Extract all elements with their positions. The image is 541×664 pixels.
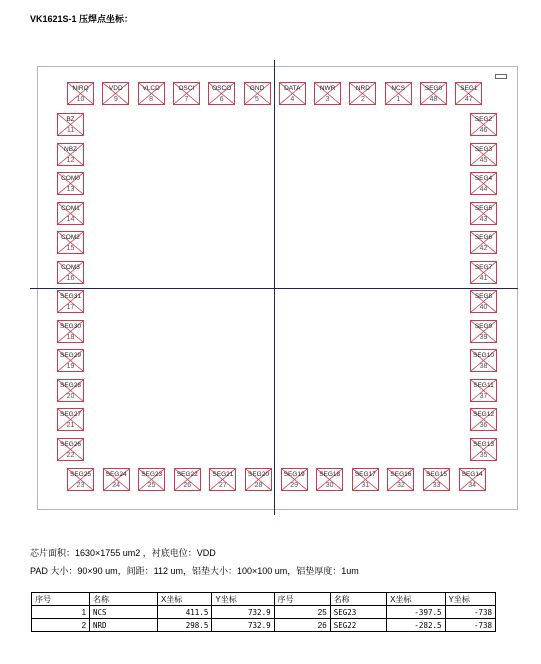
pad-name: SEG8	[474, 293, 493, 300]
pad	[459, 468, 486, 491]
pad-number: 6	[219, 96, 224, 103]
pad-name: SEG18	[319, 471, 341, 478]
pad-name: VDD	[108, 85, 123, 92]
pad-number: 22	[66, 451, 75, 459]
pad-name: SEG19	[283, 471, 305, 478]
pad-name: SEG27	[60, 411, 81, 418]
pad-name: SEG4	[474, 175, 493, 182]
pad-name: SEG6	[474, 234, 493, 241]
pad-name: SEG11	[473, 381, 494, 389]
pad-name: SEG1	[460, 85, 478, 92]
cell-name: SEG22	[330, 619, 386, 632]
pad-number: 14	[66, 215, 75, 223]
cell-name: NCS	[90, 606, 158, 619]
pad-number: 15	[66, 245, 75, 252]
pad-number: 31	[361, 482, 370, 489]
pad	[470, 438, 497, 461]
pad	[57, 438, 84, 461]
pad	[314, 82, 341, 105]
pad-number: 40	[479, 304, 488, 311]
chip-area-info: 芯片面积：1630×1755 um2 ，衬底电位：VDD	[30, 548, 216, 558]
pad	[174, 468, 201, 491]
pad-number: 25	[147, 482, 156, 489]
pad	[57, 379, 84, 402]
pad-name: SEG3	[474, 145, 493, 153]
pad-name: SEG17	[354, 471, 376, 478]
pad-name: SEG31	[60, 293, 81, 300]
pad-number: 18	[66, 333, 75, 341]
pad	[57, 172, 84, 195]
pad	[57, 320, 84, 343]
pad-name: NIRQ	[72, 85, 89, 92]
table-row	[32, 606, 496, 619]
pad-name: SEG28	[60, 381, 81, 389]
pad-number: 20	[66, 392, 75, 400]
pad	[57, 231, 84, 254]
pad	[103, 468, 130, 491]
pad	[470, 261, 497, 284]
pad	[57, 202, 84, 225]
pad-number: 2	[360, 96, 365, 103]
pad	[470, 349, 497, 372]
pad	[57, 349, 84, 372]
pad-number: 26	[183, 482, 192, 489]
pad-number: 12	[66, 156, 75, 164]
pad-number: 39	[479, 333, 488, 341]
header-index: 序号	[32, 593, 90, 606]
pad	[244, 82, 271, 105]
pad-number: 1	[396, 96, 401, 103]
pad-size-info: PAD 大小：90×90 um，间距：112 um，铝垫大小：100×100 um，铝垫厚度：1um	[30, 566, 359, 576]
pad-name: SEG12	[473, 411, 494, 418]
pad-number: 5	[255, 96, 259, 103]
pad	[279, 82, 306, 105]
header-name: 名称	[330, 593, 386, 606]
pad	[57, 261, 84, 284]
pad-name: COM3	[61, 263, 80, 271]
pad-name: SEG22	[176, 471, 198, 478]
header-y: Y坐标	[445, 593, 495, 606]
pad	[102, 82, 129, 105]
pad-number: 35	[479, 451, 488, 459]
pad-number: 29	[290, 482, 298, 489]
pad	[57, 408, 84, 431]
pad-name: SEG26	[60, 440, 81, 448]
pad	[138, 82, 165, 105]
pad-name: COM1	[61, 204, 80, 212]
pad-number: 23	[76, 482, 85, 489]
pad-number: 24	[112, 482, 120, 489]
pad	[67, 82, 94, 105]
pad-number: 33	[432, 482, 441, 489]
pad-name: SEG2	[474, 116, 493, 123]
pad-number: 19	[66, 363, 75, 370]
pad	[349, 82, 376, 105]
cell-name: SEG23	[330, 606, 386, 619]
pad-number: 8	[149, 96, 154, 103]
pad	[423, 468, 450, 491]
pad-name: SEG0	[424, 85, 443, 92]
table-header-row	[32, 593, 496, 606]
vertical-axis-line	[274, 60, 275, 515]
pad-name: SEG23	[141, 471, 163, 478]
pad	[57, 143, 84, 166]
pad-name: SEG15	[426, 471, 447, 478]
pad	[173, 82, 200, 105]
cell-index: 25	[274, 606, 330, 619]
pad	[316, 468, 343, 491]
pad	[470, 202, 497, 225]
pad-name: OSCI	[178, 85, 195, 92]
pad-name: SEG5	[474, 204, 493, 212]
pad-number: 37	[479, 392, 488, 400]
cell-index: 26	[274, 619, 330, 632]
pad-number: 4	[290, 96, 295, 103]
cell-name: NRD	[90, 619, 158, 632]
pad-number: 32	[396, 482, 405, 489]
pad-number: 45	[479, 156, 488, 164]
pad-number: 48	[429, 96, 438, 103]
pad-name: BZ	[66, 116, 75, 123]
pad-number: 27	[218, 482, 227, 489]
pad-number: 34	[468, 482, 476, 489]
pad-number: 28	[254, 482, 263, 489]
pad-name: DATA	[284, 85, 301, 92]
pad-number: 7	[184, 96, 189, 103]
pad-name: SEG7	[474, 263, 493, 271]
pad	[209, 468, 236, 491]
pad	[470, 143, 497, 166]
header-index: 序号	[274, 593, 330, 606]
pad	[57, 290, 84, 313]
pad-number: 46	[479, 127, 488, 134]
cell-x: 298.5	[157, 619, 211, 632]
pad-name: SEG16	[390, 471, 412, 478]
pad	[387, 468, 414, 491]
header-y: Y坐标	[212, 593, 274, 606]
pad-name: SEG25	[70, 471, 91, 478]
pad-number: 16	[66, 274, 75, 282]
pad-name: SEG29	[60, 352, 81, 359]
chip-corner-mark	[495, 74, 507, 79]
pad-name: SEG30	[60, 322, 81, 330]
pad	[470, 172, 497, 195]
pad-name: NCS	[391, 85, 406, 92]
pad-number: 44	[479, 186, 488, 193]
pad	[208, 82, 235, 105]
pad	[138, 468, 165, 491]
cell-x: -397.5	[387, 606, 445, 619]
pad	[57, 113, 84, 136]
pad-name: VLCD	[142, 85, 160, 92]
pad	[352, 468, 379, 491]
cell-y: -738	[445, 619, 495, 632]
pad-number: 42	[479, 245, 488, 252]
page-title: VK1621S-1 压焊点坐标：	[30, 14, 134, 24]
pad-number: 36	[479, 422, 488, 429]
cell-index: 1	[32, 606, 90, 619]
pad-number: 43	[479, 215, 488, 223]
pad-name: COM2	[61, 234, 80, 241]
pad-number: 47	[464, 96, 473, 103]
pad-number: 41	[479, 274, 488, 282]
pad	[470, 231, 497, 254]
pad-number: 9	[113, 96, 118, 103]
pad	[455, 82, 482, 105]
pad-name: NBZ	[64, 145, 77, 153]
pad-number: 11	[66, 127, 75, 134]
pad	[470, 408, 497, 431]
pad	[420, 82, 447, 105]
pad-name: SEG20	[248, 471, 269, 478]
pad-number: 17	[66, 304, 75, 311]
cell-index: 2	[32, 619, 90, 632]
cell-x: -282.5	[387, 619, 445, 632]
pad-number: 21	[66, 422, 75, 429]
cell-y: 732.9	[212, 606, 274, 619]
pad-coordinate-table	[31, 592, 496, 632]
pad-name: NRD	[355, 85, 370, 92]
pad	[385, 82, 412, 105]
pad	[470, 290, 497, 313]
pad	[245, 468, 272, 491]
pad-name: GND	[249, 85, 265, 92]
table-row	[32, 619, 496, 632]
pad-name: SEG14	[461, 471, 483, 478]
pad-number: 3	[325, 96, 330, 103]
cell-y: -738	[445, 606, 495, 619]
pad-number: 10	[76, 96, 85, 103]
pad	[281, 468, 308, 491]
pad-name: NWR	[319, 85, 336, 92]
cell-x: 411.5	[157, 606, 211, 619]
header-x: X坐标	[387, 593, 445, 606]
pad-name: SEG10	[473, 352, 494, 359]
pad-name: SEG13	[473, 440, 494, 448]
pad	[67, 468, 94, 491]
pad-name: SEG21	[212, 471, 234, 478]
pad-name: COM0	[61, 175, 80, 182]
pad	[470, 379, 497, 402]
header-x: X坐标	[157, 593, 211, 606]
header-name: 名称	[90, 593, 158, 606]
cell-y: 732.9	[212, 619, 274, 632]
pad-number: 30	[325, 482, 334, 489]
pad-number: 13	[66, 186, 75, 193]
pad-name: OSCO	[212, 85, 232, 92]
pad-name: SEG24	[105, 471, 127, 478]
pad	[470, 113, 497, 136]
pad-name: SEG9	[474, 322, 493, 330]
pad	[470, 320, 497, 343]
pad-number: 38	[479, 363, 488, 370]
